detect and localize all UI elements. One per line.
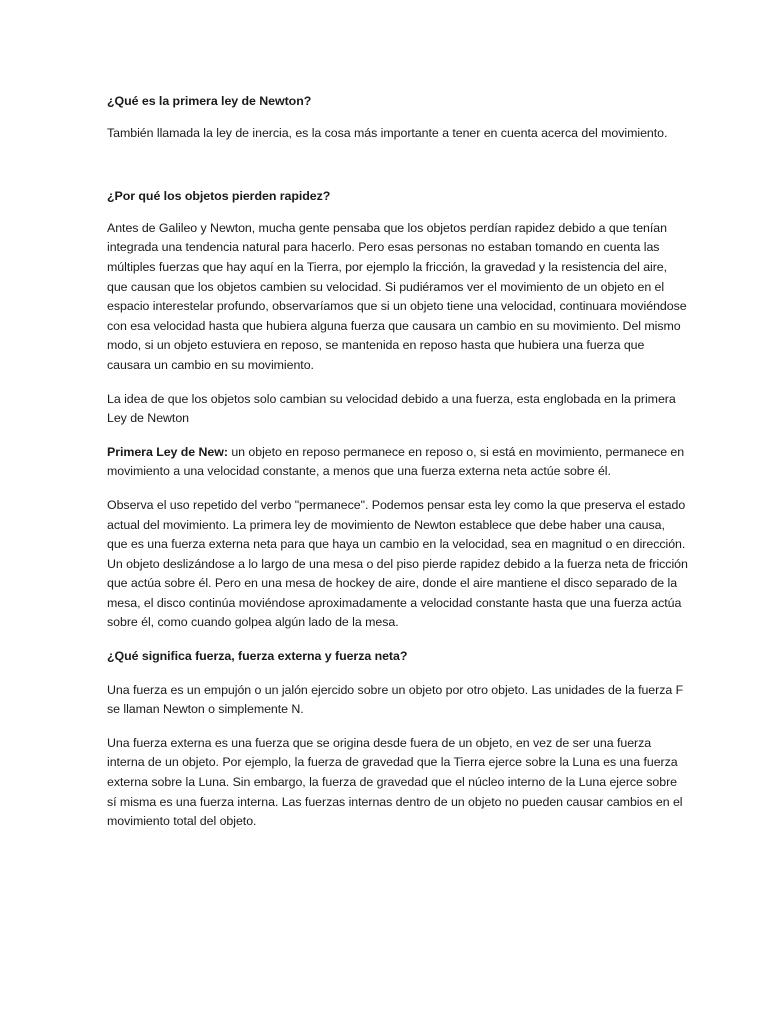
heading-force-meaning: ¿Qué significa fuerza, fuerza externa y fuerza neta?: [107, 649, 408, 664]
paragraph-external-force: Una fuerza externa es una fuerza que se origina desde fuera de un objeto, en vez de ser una fuerza interna de un objeto. Por ejemplo, la fuerza de gravedad que la Tierra ejerce sobre la Luna es una fuerza externa sobre la Luna. Sin embargo, la fuerza de gravedad que el núcleo interno de la Luna ejerce sobre sí misma es una fuerza interna. Las fuerzas internas dentro de un objeto no pueden causar cambios en el movimiento total del objeto.: [107, 735, 683, 829]
heading-first-law: ¿Qué es la primera ley de Newton?: [107, 94, 312, 108]
paragraph-permanece: Observa el uso repetido del verbo "permanece". Podemos pensar esta ley como la que preserva el estado actual del movimiento. La primera ley de movimiento de Newton establece que debe haber una causa, que es una fuerza externa neta para que haya un cambio en la velocidad, sea en magnitud o en dirección. Un objeto deslizándose a lo largo de una mesa o del piso pierde rapidez debido a la fuerza neta de fricción que actúa sobre él. Pero en una mesa de hockey de aire, donde el aire mantiene el disco separado de la mesa, el disco continúa moviéndose aproximadamente a velocidad constante hasta que una fuerza actúa sobre él, como cuando golpea algún lado de la mesa.: [107, 497, 688, 630]
paragraph-force-definition: Una fuerza es un empujón o un jalón ejercido sobre un objeto por otro objeto. Las unidades de la fuerza F se llaman Newton o simplemente N.: [107, 682, 684, 717]
heading-lose-speed: ¿Por qué los objetos pierden rapidez?: [107, 189, 331, 204]
paragraph-inertia: También llamada la ley de inercia, es la cosa más importante a tener en cuenta acerca del movimiento.: [107, 125, 668, 140]
definition-text: un objeto en reposo permanece en reposo o, si está en movimiento, permanece en movimiento a una velocidad constante, a menos que una fuerza externa neta actúe sobre él.: [107, 444, 685, 479]
paragraph-idea-force: La idea de que los objetos solo cambian su velocidad debido a una fuerza, esta englobada en la primera Ley de Newton: [107, 391, 676, 426]
paragraph-galileo-newton: Antes de Galileo y Newton, mucha gente pensaba que los objetos perdían rapidez debido a que tenían integrada una tendencia natural para hacerlo. Pero esas personas no estaban tomando en cuenta las múltiples fuerzas que hay aquí en la Tierra, por ejemplo la fricción, la gravedad y la resistencia del aire, que causan que los objetos cambien su velocidad. Si pudiéramos ver el movimiento de un objeto en el espacio interestelar profundo, observaríamos que si un objeto tiene una velocidad, continuara moviéndose con esa velocidad hasta que hubiera alguna fuerza que causara un cambio en su movimiento. Del mismo modo, si un objeto estuviera en reposo, se mantenida en reposo hasta que hubiera una fuerza que causara un cambio en su movimiento.: [107, 220, 687, 372]
definition-lead: Primera Ley de New:: [107, 444, 228, 459]
paragraph-first-law-definition: [107, 443, 688, 482]
